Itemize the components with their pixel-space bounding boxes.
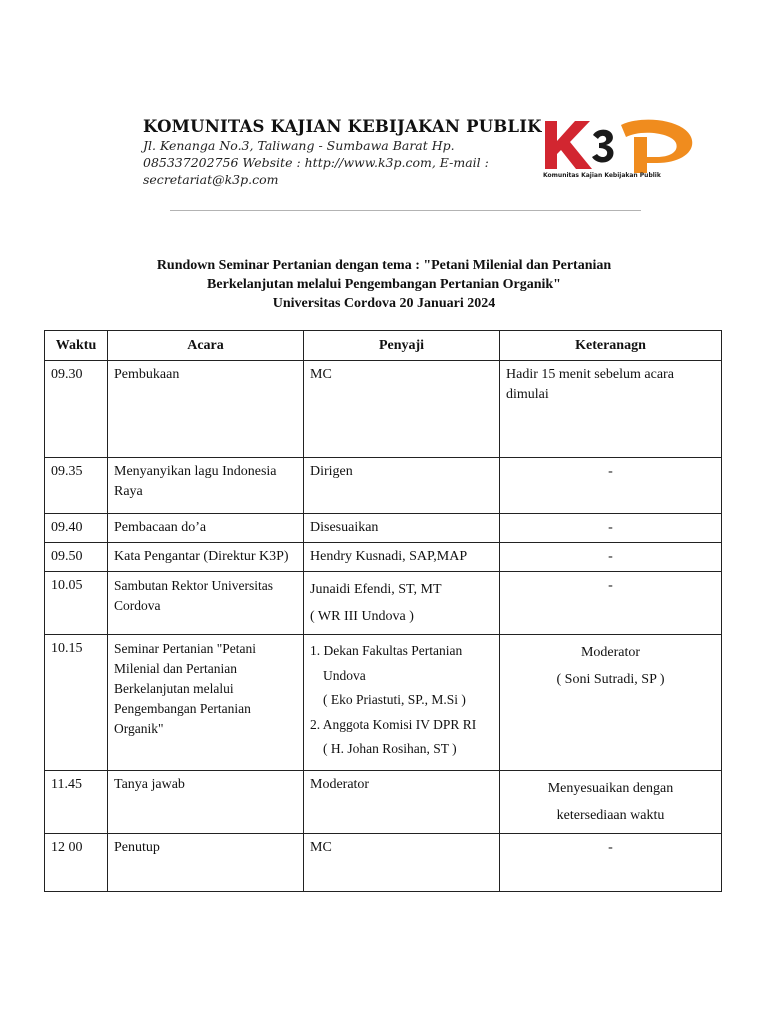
presenter-cell: Disesuaikan [304,514,500,543]
title-line: Rundown Seminar Pertanian dengan tema : "Petani Milenial dan Pertanian [156,258,612,273]
note-cell [500,635,722,771]
table-row [45,635,722,771]
event-cell: Pembacaan do’a [108,514,304,543]
title-line: Universitas Cordova 20 Januari 2024 [272,296,496,311]
event-cell: Menyanyikan lagu Indonesia Raya [108,458,304,514]
column-header: Waktu [45,331,108,361]
note-cell [500,771,722,834]
event-cell: Pembukaan [108,361,304,458]
time-cell: 09.35 [45,458,108,514]
address-line: Jl. Kenanga No.3, Taliwang - Sumbawa Barat Hp. [143,138,455,153]
presenter-line: ( Eko Priastuti, SP., M.Si ) [323,692,466,707]
event-cell: Tanya jawab [108,771,304,834]
table-row [45,834,722,892]
note-cell: - [500,543,722,572]
org-name: KOMUNITAS KAJIAN KEBIJAKAN PUBLIK [143,117,542,136]
note-cell: - [500,514,722,543]
note-cell: - [500,572,722,635]
time-cell: 11.45 [45,771,108,834]
table-row [45,572,722,635]
table-row [45,543,722,572]
rundown-table [44,330,722,892]
k3p-logo [541,113,703,179]
time-cell: 10.15 [45,635,108,771]
presenter-cell [304,572,500,635]
note-line: Menyesuaikan dengan [547,781,674,796]
time-cell: 09.30 [45,361,108,458]
presenter-cell: Moderator [304,771,500,834]
event-cell: Seminar Pertanian "Petani Milenial dan Pertanian Berkelanjutan melalui Pengembangan Pertanian Organik" [108,635,304,771]
event-cell: Sambutan Rektor Universitas Cordova [108,572,304,635]
table-row [45,458,722,514]
document-title [110,256,658,313]
note-cell: - [500,834,722,892]
time-cell: 09.50 [45,543,108,572]
column-header: Keteranagn [500,331,722,361]
event-cell: Penutup [108,834,304,892]
note-line: ( Soni Sutradi, SP ) [556,672,665,687]
time-cell: 09.40 [45,514,108,543]
presenter-line: 2. Anggota Komisi IV DPR RI [310,716,477,732]
presenter-cell: MC [304,361,500,458]
note-line: Moderator [580,645,641,660]
presenter-cell: MC [304,834,500,892]
presenter-line: ( WR III Undova ) [310,609,414,624]
table-row [45,771,722,834]
note-line: ketersediaan waktu [556,808,665,823]
presenter-line: Undova [323,667,366,683]
presenter-cell: Dirigen [304,458,500,514]
address-line: secretariat@k3p.com [143,172,279,187]
time-cell: 10.05 [45,572,108,635]
org-address [143,137,515,188]
note-cell: Hadir 15 menit sebelum acara dimulai [500,361,722,458]
logo-tagline: Komunitas Kajian Kebijakan Publik [543,172,661,179]
presenter-line: ( H. Johan Rosihan, ST ) [323,741,457,756]
event-cell: Kata Pengantar (Direktur K3P) [108,543,304,572]
presenter-line: Junaidi Efendi, ST, MT [310,582,442,597]
presenter-cell [304,635,500,771]
time-cell: 12 00 [45,834,108,892]
header-divider [170,210,641,211]
address-line: 085337202756 Website : http://www.k3p.com, E-mail : [143,155,489,170]
presenter-cell: Hendry Kusnadi, SAP,MAP [304,543,500,572]
title-line: Berkelanjutan melalui Pengembangan Pertanian Organik" [207,277,561,292]
column-header: Penyaji [304,331,500,361]
column-header: Acara [108,331,304,361]
table-row [45,361,722,458]
table-row [45,514,722,543]
table-header-row [45,331,722,361]
note-cell: - [500,458,722,514]
presenter-line: 1. Dekan Fakultas Pertanian [310,643,463,658]
